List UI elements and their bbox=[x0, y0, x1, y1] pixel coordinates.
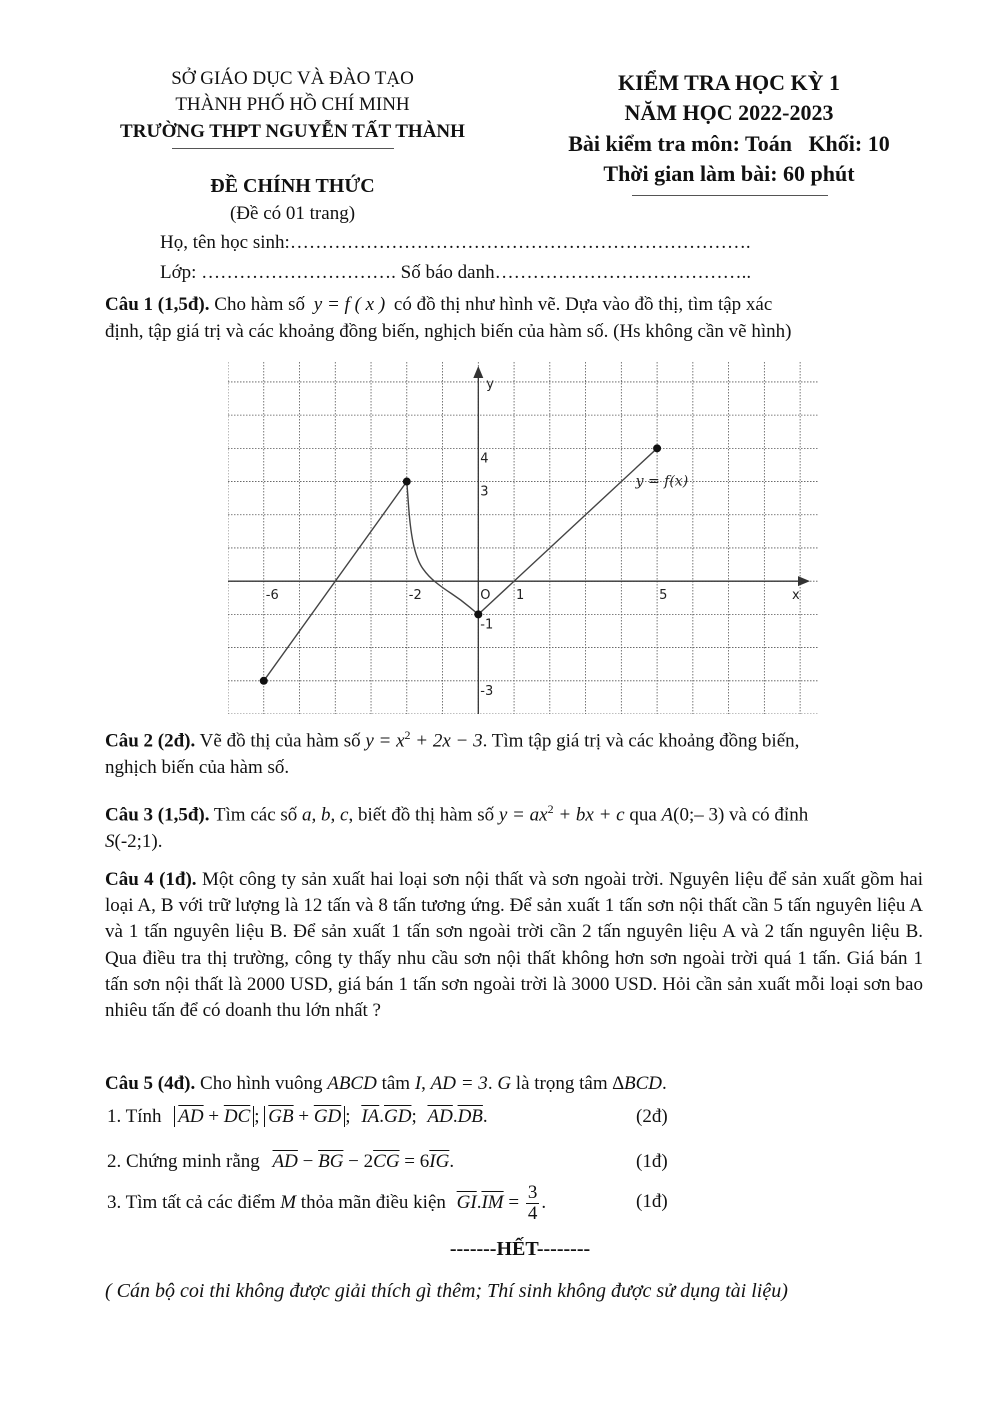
question-2-formula-b: + 2x − 3 bbox=[410, 730, 483, 752]
vec-bg: $\overline{BG}$ bbox=[318, 1151, 344, 1172]
question-2-text-a: Vẽ đồ thị của hàm số bbox=[195, 730, 366, 752]
question-1 bbox=[105, 292, 923, 345]
department-name: SỞ GIÁO DỤC VÀ ĐÀO TẠO bbox=[171, 68, 414, 89]
part-1-points: (2đ) bbox=[636, 1106, 668, 1127]
question-5-bcd: BCD bbox=[623, 1073, 662, 1094]
question-4 bbox=[105, 867, 923, 1024]
y-axis-label: y bbox=[486, 377, 495, 392]
y-tick-label: -3 bbox=[480, 683, 494, 699]
question-1-text-b: có đồ thị như hình vẽ. Dựa vào đồ thị, tìm tập xác bbox=[389, 294, 773, 315]
x-axis-label: x bbox=[792, 588, 800, 604]
question-3-point-a: A bbox=[661, 804, 674, 826]
graph-endpoint bbox=[260, 677, 268, 685]
question-5-text-f: . bbox=[661, 1073, 667, 1094]
question-3-line-2: (-2;1). bbox=[114, 830, 163, 852]
abs-gb-plus-gd bbox=[264, 1106, 345, 1127]
vec-im: $\overline{IM}$ bbox=[481, 1192, 504, 1213]
question-5-text-e: là trọng tâm ∆ bbox=[511, 1073, 624, 1094]
official-exam-label: ĐỀ CHÍNH THỨC bbox=[210, 175, 375, 197]
question-3-point-s: S bbox=[105, 830, 115, 852]
equals-sign: = bbox=[503, 1192, 524, 1213]
function-graph bbox=[228, 362, 818, 714]
x-tick-label: -2 bbox=[408, 588, 422, 604]
question-4-text: Một công ty sản xuất hai loại sơn nội thất và sơn ngoài trời. Nguyên liệu để sản xuất gồm hai loại A, B với trữ lượng là 12 tấn và 8 tấn tương ứng. Để sản xuất 1 tấn sơn nội thất cần 5 tấn nguyên liệu A và 1 tấn nguyên liệu B. Để sản xuất 1 tấn sơn ngoài trời cần 2 tấn nguyên liệu A và 2 tấn nguyên liệu B. Qua điều tra thị trường, công ty thấy nhu cầu sơn nội thất không hơn sơn ngoài trời quá 1 tấn. Giá bán 1 tấn sơn nội thất là 2000 USD, giá bán 1 tấn sơn ngoài trời là 3000 USD. Hỏi cần sản xuất mỗi loại sơn bao nhiêu tấn để có doanh thu lớn nhất ? bbox=[105, 869, 923, 1022]
part-2-points: (1đ) bbox=[636, 1151, 668, 1172]
question-2 bbox=[105, 722, 923, 781]
curve-label: y = f(x) bbox=[635, 473, 689, 490]
school-name: TRƯỜNG THPT NGUYỄN TẤT THÀNH bbox=[120, 121, 465, 142]
part-1-label: 1. Tính bbox=[107, 1106, 162, 1127]
question-2-formula-a: y = x bbox=[365, 730, 405, 752]
question-5 bbox=[105, 1071, 923, 1098]
question-5-text-d: . bbox=[487, 1073, 498, 1094]
question-3-formula-a: y = ax bbox=[498, 804, 548, 826]
question-2-formula-exp: 2 bbox=[404, 728, 411, 742]
dot-2: . bbox=[452, 1106, 458, 1127]
question-5-abcd: ABCD bbox=[327, 1073, 377, 1094]
vec-dc: $\overline{DC}$ bbox=[223, 1106, 251, 1127]
question-3-text-c: qua bbox=[624, 804, 662, 826]
header-right-divider bbox=[632, 195, 828, 196]
vec-ig: $\overline{IG}$ bbox=[429, 1151, 450, 1172]
x-tick-label: 5 bbox=[659, 588, 668, 604]
dot-1: . bbox=[379, 1106, 384, 1127]
question-5-ad-eq: AD = 3 bbox=[430, 1073, 488, 1094]
dot-3: . bbox=[476, 1192, 482, 1213]
question-1-formula: y = f ( x ) bbox=[313, 294, 386, 315]
question-5-part-2 bbox=[107, 1151, 454, 1173]
student-class-line: Lớp: …………………………. Số báo danh………………………………….. bbox=[160, 262, 752, 283]
vec-db: $\overline{DB}$ bbox=[457, 1106, 483, 1127]
fraction-three-quarters bbox=[526, 1183, 540, 1224]
y-tick-label: 4 bbox=[480, 451, 489, 467]
question-2-label: Câu 2 (2đ). bbox=[105, 730, 196, 752]
x-tick-label: 1 bbox=[516, 588, 525, 604]
question-3-label: Câu 3 (1,5đ). bbox=[105, 804, 210, 826]
part-3-end: . bbox=[541, 1192, 547, 1213]
fraction-denominator: 4 bbox=[527, 1203, 538, 1225]
vec-gb: $\overline{GB}$ bbox=[268, 1106, 294, 1127]
vec-ad-2: $\overline{AD}$ bbox=[427, 1106, 453, 1127]
plus-sign-1: + bbox=[203, 1106, 224, 1127]
question-5-text-c: , bbox=[421, 1073, 431, 1094]
equals-six: = 6 bbox=[399, 1151, 430, 1172]
question-5-text-a: Cho hình vuông bbox=[195, 1073, 328, 1094]
x-tick-label: -6 bbox=[265, 588, 279, 604]
time-limit: Thời gian làm bài: 60 phút bbox=[603, 161, 855, 186]
vec-cg: $\overline{CG}$ bbox=[373, 1151, 400, 1172]
question-1-text-a: Cho hàm số bbox=[209, 294, 310, 315]
header-left-divider bbox=[172, 148, 394, 149]
subject-grade: Bài kiểm tra môn: Toán Khối: 10 bbox=[568, 131, 890, 156]
y-axis-arrow bbox=[473, 366, 483, 378]
question-3 bbox=[105, 796, 923, 855]
plus-sign-2: + bbox=[293, 1106, 314, 1127]
question-5-text-b: tâm bbox=[376, 1073, 415, 1094]
vec-gd: $\overline{GD}$ bbox=[313, 1106, 342, 1127]
part-2-end: . bbox=[449, 1151, 455, 1172]
vec-ia: $\overline{IA}$ bbox=[361, 1106, 380, 1127]
question-3-vars: a, b, c bbox=[302, 804, 349, 826]
question-5-g: G bbox=[497, 1073, 512, 1094]
footer-note: ( Cán bộ coi thi không được giải thích gì thêm; Thí sinh không được sử dụng tài liệu) bbox=[105, 1280, 788, 1302]
exam-title: KIỂM TRA HỌC KỲ 1 bbox=[617, 70, 841, 95]
graph-endpoint bbox=[403, 478, 411, 486]
abs-ad-plus-dc bbox=[174, 1106, 254, 1127]
question-2-text-b: . Tìm tập giá trị và các khoảng đồng biến, bbox=[482, 730, 800, 752]
question-2-line-2: nghịch biến của hàm số. bbox=[105, 756, 290, 778]
end-mark: -------HẾT-------- bbox=[449, 1238, 591, 1260]
origin-label: O bbox=[480, 588, 491, 604]
question-1-line-2: định, tập giá trị và các khoảng đồng biến, nghịch biến của hàm số. (Hs không cần vẽ hình) bbox=[105, 320, 792, 342]
separator-1: ; bbox=[254, 1106, 260, 1127]
separator-2: ; bbox=[345, 1106, 351, 1127]
question-3-text-a: Tìm các số bbox=[209, 804, 303, 826]
question-5-center-i: I bbox=[414, 1073, 422, 1094]
question-5-label: Câu 5 (4đ). bbox=[105, 1073, 196, 1094]
city-name: THÀNH PHỐ HỒ CHÍ MINH bbox=[175, 94, 410, 115]
part-3-label: 3. Tìm tất cả các điểm bbox=[107, 1192, 281, 1213]
vec-gi: $\overline{GI}$ bbox=[456, 1192, 477, 1213]
question-3-formula-b: + bx + c bbox=[553, 804, 625, 826]
y-tick-label: -1 bbox=[480, 617, 494, 633]
question-4-label: Câu 4 (1đ). bbox=[105, 869, 197, 890]
separator-3: ; bbox=[411, 1106, 417, 1127]
question-3-text-b: , biết đồ thị hàm số bbox=[348, 804, 499, 826]
vec-ad-3: $\overline{AD}$ bbox=[272, 1151, 298, 1172]
page-count-note: (Đề có 01 trang) bbox=[229, 203, 356, 224]
graph-endpoint bbox=[653, 444, 661, 452]
question-5-part-3 bbox=[107, 1183, 546, 1224]
x-axis-arrow bbox=[798, 576, 810, 586]
point-m: M bbox=[280, 1192, 297, 1213]
part-2-label: 2. Chứng minh rằng bbox=[107, 1151, 260, 1172]
graph-segment bbox=[478, 448, 657, 614]
fraction-numerator: 3 bbox=[527, 1182, 538, 1204]
vec-gd-2: $\overline{GD}$ bbox=[384, 1106, 412, 1127]
minus-two: − 2 bbox=[343, 1151, 374, 1172]
school-year: NĂM HỌC 2022-2023 bbox=[624, 100, 834, 125]
question-3-text-d: (0;– 3) và có đỉnh bbox=[673, 804, 809, 826]
graph-endpoint bbox=[474, 610, 482, 618]
part-3-points: (1đ) bbox=[636, 1191, 668, 1212]
minus-sign-1: − bbox=[297, 1151, 319, 1172]
question-3-formula-exp: 2 bbox=[547, 802, 554, 816]
y-tick-label: 3 bbox=[480, 484, 489, 500]
question-1-label: Câu 1 (1,5đ). bbox=[105, 294, 210, 315]
part-1-end: . bbox=[482, 1106, 488, 1127]
part-3-text: thỏa mãn điều kiện bbox=[296, 1192, 446, 1213]
vec-ad: $\overline{AD}$ bbox=[178, 1106, 204, 1127]
question-5-part-1 bbox=[107, 1106, 488, 1128]
student-name-line: Họ, tên học sinh:………………………………………………………………. bbox=[160, 232, 751, 253]
